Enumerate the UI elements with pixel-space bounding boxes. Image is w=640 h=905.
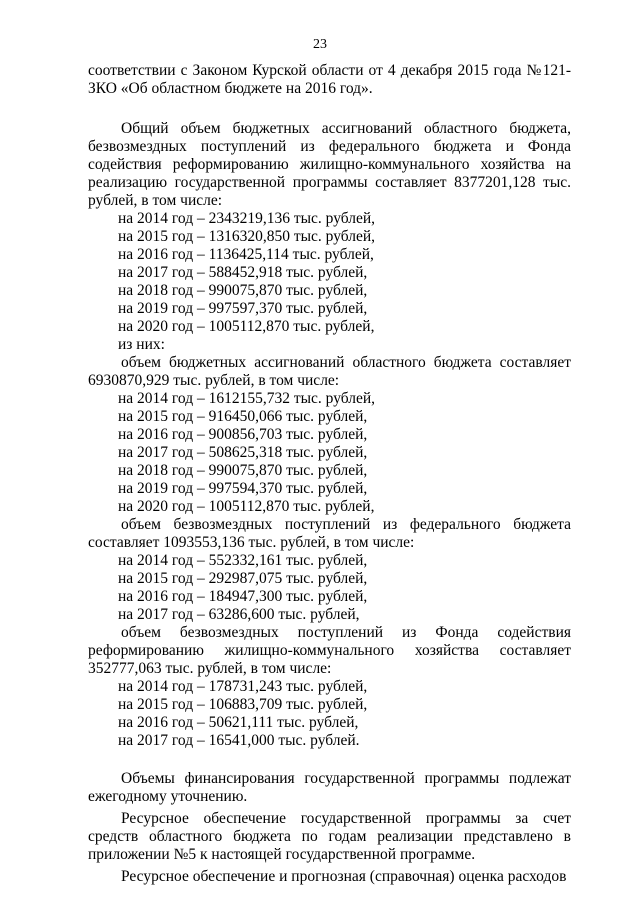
federal-item-2014: на 2014 год – 552332,161 тыс. рублей, [118, 552, 368, 569]
regional-item-2015: на 2015 год – 916450,066 тыс. рублей, [118, 408, 368, 425]
fund-item-2014: на 2014 год – 178731,243 тыс. рублей, [118, 678, 368, 695]
from-them-label: из них: [118, 336, 165, 353]
total-item-2014: на 2014 год – 2343219,136 тыс. рублей, [118, 210, 376, 227]
fund-item-2017: на 2017 год – 16541,000 тыс. рублей. [118, 732, 360, 749]
regional-paragraph: объем бюджетных ассигнований областного бюджета составляет 6930870,929 тыс. рублей, в том числе: [88, 354, 571, 389]
page-number: 23 [313, 37, 327, 52]
closing-paragraph-2: Ресурсное обеспечение государственной программы за счет средств областного бюджета по годам реализации представлено в приложении №5 к настоящей государственной программе. [88, 810, 571, 863]
closing-paragraph-1: Объемы финансирования государственной программы подлежат ежегодному уточнению. [88, 770, 571, 805]
document-body [88, 62, 571, 886]
total-item-2018: на 2018 год – 990075,870 тыс. рублей, [118, 282, 368, 299]
total-item-2015: на 2015 год – 1316320,850 тыс. рублей, [118, 228, 376, 245]
federal-paragraph: объем безвозмездных поступлений из федерального бюджета составляет 1093553,136 тыс. рублей, в том числе: [88, 516, 571, 551]
fund-item-2015: на 2015 год – 106883,709 тыс. рублей, [118, 696, 368, 713]
federal-item-2015: на 2015 год – 292987,075 тыс. рублей, [118, 570, 368, 587]
regional-item-2019: на 2019 год – 997594,370 тыс. рублей, [118, 480, 368, 497]
total-item-2016: на 2016 год – 1136425,114 тыс. рублей, [118, 246, 374, 263]
intro-paragraph: соответствии с Законом Курской области от 4 декабря 2015 года №121-ЗКО «Об областном бюджете на 2016 год». [88, 62, 571, 97]
federal-item-2017: на 2017 год – 63286,600 тыс. рублей, [118, 606, 360, 623]
closing-paragraph-3: Ресурсное обеспечение и прогнозная (справочная) оценка расходов [121, 868, 567, 885]
regional-item-2014: на 2014 год – 1612155,732 тыс. рублей, [118, 390, 376, 407]
fund-item-2016: на 2016 год – 50621,111 тыс. рублей, [118, 714, 359, 731]
fund-paragraph: объем безвозмездных поступлений из Фонда содействия реформированию жилищно-коммунального хозяйства составляет 352777,063 тыс. рублей, в том числе: [88, 624, 571, 677]
total-item-2020: на 2020 год – 1005112,870 тыс. рублей, [118, 318, 375, 335]
total-paragraph: Общий объем бюджетных ассигнований областного бюджета, безвозмездных поступлений из федерального бюджета и Фонда содействия реформированию жилищно-коммунального хозяйства на реализацию государственной программы составляет 8377201,128 тыс. рублей, в том числе: [88, 120, 571, 209]
federal-item-2016: на 2016 год – 184947,300 тыс. рублей, [118, 588, 368, 605]
regional-item-2016: на 2016 год – 900856,703 тыс. рублей, [118, 426, 368, 443]
regional-item-2018: на 2018 год – 990075,870 тыс. рублей, [118, 462, 368, 479]
regional-item-2017: на 2017 год – 508625,318 тыс. рублей, [118, 444, 368, 461]
total-item-2017: на 2017 год – 588452,918 тыс. рублей, [118, 264, 368, 281]
total-item-2019: на 2019 год – 997597,370 тыс. рублей, [118, 300, 368, 317]
regional-item-2020: на 2020 год – 1005112,870 тыс. рублей, [118, 498, 375, 515]
